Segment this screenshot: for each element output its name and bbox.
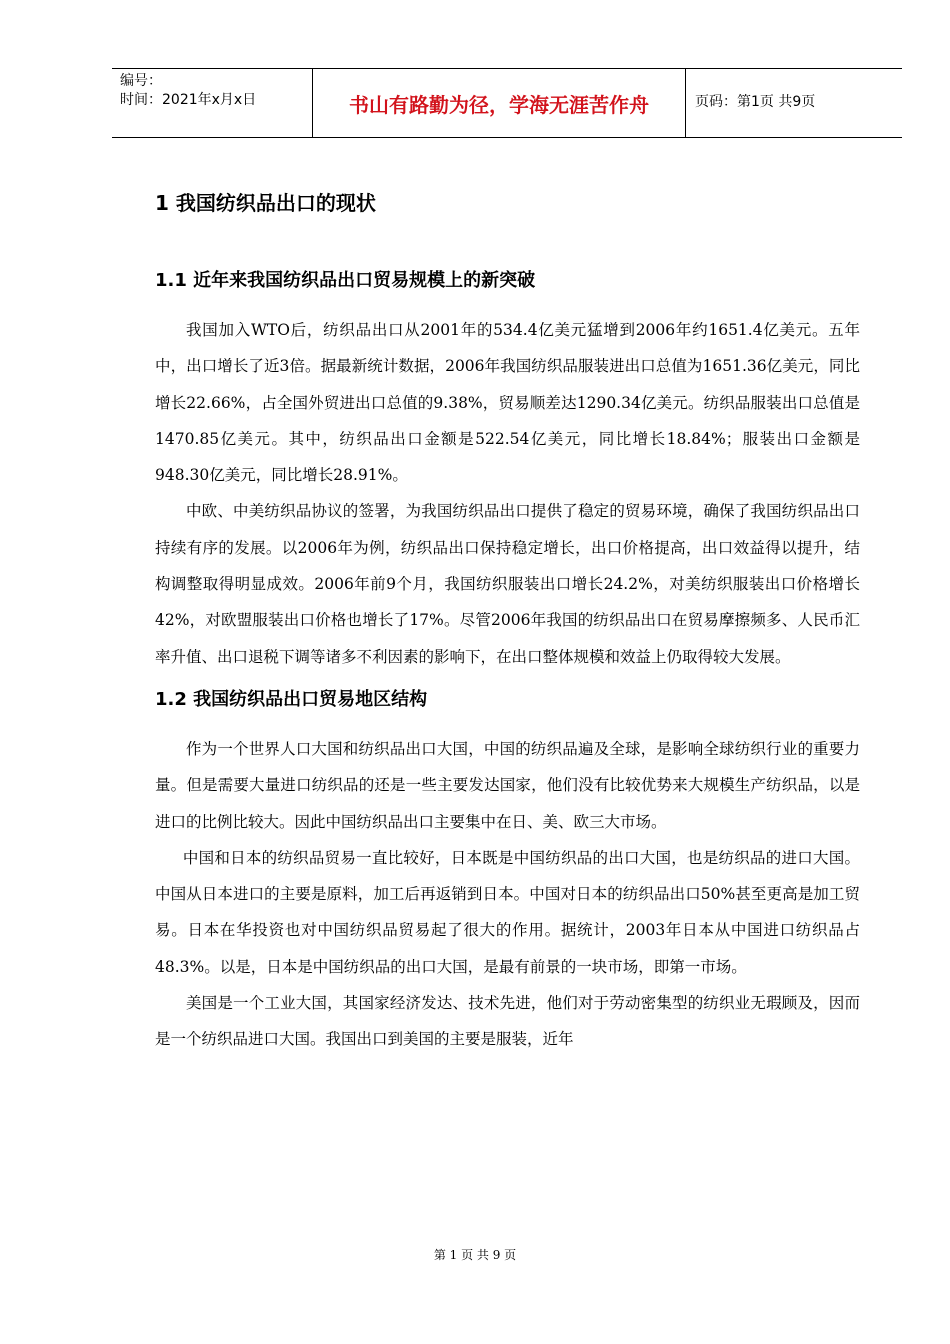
page-footer: 第 1 页 共 9 页: [433, 1248, 517, 1262]
document-body: [155, 186, 860, 1058]
header-page-cell: [685, 69, 902, 137]
header-table: [112, 68, 902, 138]
paragraph: 作为一个世界人口大国和纺织品出口大国，中国的纺织品遍及全球，是影响全球纺织行业的重要力量。但是需要大量进口纺织品的还是一些主要发达国家，他们没有比较优势来大规模生产纺织品，以是进口的比例比较大。因此中国纺织品出口主要集中在日、美、欧三大市场。: [155, 739, 860, 831]
serial-number-label: 编号：: [120, 73, 162, 89]
header-meta-cell: [112, 69, 312, 137]
chapter-heading: 1 我国纺织品出口的现状: [155, 191, 376, 215]
paragraph: 我国加入WTO后，纺织品出口从2001年的534.4亿美元猛增到2006年约1651.4亿美元。五年中，出口增长了近3倍。据最新统计数据，2006年我国纺织品服装进出口总值为1651.36亿美元，同比增长22.66%，占全国外贸进出口总值的9.38%，贸易顺差达1290.34亿美元。纺织品服装出口总值是1470.85亿美元。其中，纺织品出口金额是522.54亿美元，同比增长18.84%；服装出口金额是948.30亿美元，同比增长28.91%。: [155, 321, 860, 485]
paragraph: 中国和日本的纺织品贸易一直比较好，日本既是中国纺织品的出口大国，也是纺织品的进口大国。中国从日本进口的主要是原料，加工后再返销到日本。中国对日本的纺织品出口50%甚至更高是加工贸易。日本在华投资也对中国纺织品贸易起了很大的作用。据统计，2003年日本从中国进口纺织品占48.3%。以是，日本是中国纺织品的出口大国，是最有前景的一块市场，即第一市场。: [155, 848, 860, 976]
date-label: 时间：2021年x月x日: [120, 92, 257, 108]
paragraph: 美国是一个工业大国，其国家经济发达、技术先进，他们对于劳动密集型的纺织业无瑕顾及，因而是一个纺织品进口大国。我国出口到美国的主要是服装，近年: [155, 994, 860, 1049]
page-info: 页码：第1页 共9页: [695, 94, 816, 110]
section-heading-1-1: 1.1 近年来我国纺织品出口贸易规模上的新突破: [155, 270, 536, 291]
section-heading-1-2: 1.2 我国纺织品出口贸易地区结构: [155, 688, 428, 710]
header-motto-cell: [312, 69, 686, 137]
motto-text: 书山有路勤为径，学海无涯苦作舟: [349, 93, 649, 117]
paragraph: 中欧、中美纺织品协议的签署，为我国纺织品出口提供了稳定的贸易环境，确保了我国纺织品出口持续有序的发展。以2006年为例，纺织品出口保持稳定增长，出口价格提高，出口效益得以提升，结构调整取得明显成效。2006年前9个月，我国纺织服装出口增长24.2%，对美纺织服装出口价格增长42%，对欧盟服装出口价格也增长了17%。尽管2006年我国的纺织品出口在贸易摩擦频多、人民币汇率升值、出口退税下调等诸多不利因素的影响下，在出口整体规模和效益上仍取得较大发展。: [155, 502, 860, 666]
